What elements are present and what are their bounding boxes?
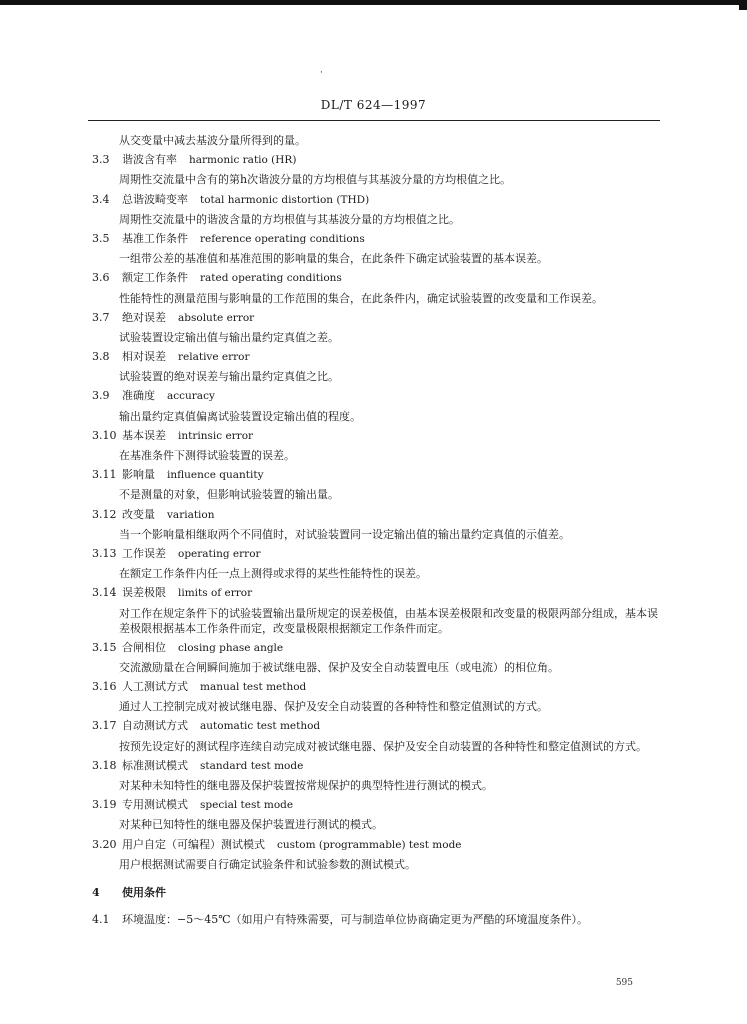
term-chinese: 相对误差 (122, 350, 166, 364)
term-english: variation (167, 508, 215, 521)
term-heading (92, 837, 664, 853)
term-chinese: 标准测试模式 (122, 758, 188, 772)
section-4-heading (92, 885, 664, 900)
term-heading (92, 718, 664, 734)
term-number: 3.8 (92, 350, 110, 364)
term-number: 3.14 (92, 586, 117, 600)
term-heading (92, 349, 664, 365)
term-definition: 对工作在规定条件下的试验装置输出量所规定的误差极值，由基本误差极限和改变量的极限两部分组成，基本误差极限根据基本工作条件而定，改变量极限根据额定工作条件而定。 (119, 606, 658, 635)
term-english: automatic test method (200, 720, 321, 733)
term-english: rated operating conditions (200, 272, 342, 285)
term-definition: 不是测量的对象，但影响试验装置的输出量。 (119, 488, 339, 502)
term-heading (92, 546, 664, 562)
term-number: 3.11 (92, 468, 117, 482)
term-chinese: 合闸相位 (122, 640, 166, 654)
term-heading (92, 428, 664, 444)
term-definition: 按预先设定好的测试程序连续自动完成对被试继电器、保护及安全自动装置的各种特性和整定值测试的方式。 (119, 739, 647, 753)
header-rule (88, 120, 660, 121)
term-chinese: 误差极限 (122, 586, 166, 600)
term-chinese: 人工测试方式 (122, 680, 188, 694)
term-heading (92, 192, 664, 208)
term-english: operating error (178, 547, 261, 560)
term-number: 3.6 (92, 271, 110, 285)
term-heading (92, 640, 664, 656)
term-chinese: 绝对误差 (122, 310, 166, 324)
term-number: 3.4 (92, 192, 110, 206)
term-definition: 周期性交流量中的谐波含量的方均根值与其基波分量的方均根值之比。 (119, 212, 460, 226)
term-number: 3.7 (92, 310, 110, 324)
scan-border-corner (739, 0, 747, 10)
term-heading (92, 152, 664, 168)
term-chinese: 准确度 (122, 389, 155, 403)
term-definition: 一组带公差的基准值和基准范围的影响量的集合，在此条件下确定试验装置的基本误差。 (119, 252, 548, 266)
term-number: 3.3 (92, 153, 110, 167)
term-english: accuracy (167, 390, 215, 403)
term-number: 3.18 (92, 758, 117, 772)
scan-speck: · (320, 68, 323, 78)
term-english: influence quantity (167, 469, 264, 482)
term-english: relative error (178, 351, 250, 364)
term-heading (92, 758, 664, 774)
term-chinese: 基准工作条件 (122, 231, 188, 245)
term-definition: 交流激励量在合闸瞬间施加于被试继电器、保护及安全自动装置电压（或电流）的相位角。 (119, 660, 559, 674)
term-heading (92, 507, 664, 523)
term-number: 3.17 (92, 719, 117, 733)
term-english: reference operating conditions (200, 232, 365, 245)
clause-text: 环境温度：−5～45℃（如用户有特殊需要，可与制造单位协商确定更为严酷的环境温度条件）。 (122, 912, 589, 926)
term-number: 3.9 (92, 389, 110, 403)
term-definition: 在额定工作条件内任一点上测得或求得的某些性能特性的误差。 (119, 567, 427, 581)
term-number: 3.13 (92, 546, 117, 560)
clause-4-1 (92, 912, 664, 927)
term-chinese: 谐波含有率 (122, 153, 177, 167)
term-english: custom (programmable) test mode (277, 838, 462, 851)
term-english: special test mode (200, 799, 294, 812)
term-english: intrinsic error (178, 429, 254, 442)
term-definition: 在基准条件下测得试验装置的误差。 (119, 449, 295, 462)
term-english: total harmonic distortion (THD) (200, 193, 370, 206)
intro-text: 从交变量中减去基波分量所得到的量。 (119, 134, 306, 147)
page-number: 595 (615, 978, 633, 988)
document-body (92, 133, 664, 931)
term-heading (92, 797, 664, 813)
term-definition: 当一个影响量相继取两个不同值时，对试验装置同一设定输出值的输出量约定真值的示值差。 (119, 527, 570, 541)
term-english: manual test method (200, 681, 307, 694)
term-number: 3.16 (92, 680, 117, 694)
term-english: standard test mode (200, 759, 304, 772)
term-definition: 输出量约定真值偏离试验装置设定输出值的程度。 (119, 409, 361, 423)
term-number: 3.5 (92, 231, 110, 245)
term-english: limits of error (178, 587, 253, 600)
term-heading (92, 231, 664, 247)
section-number: 4 (92, 885, 100, 899)
term-heading (92, 467, 664, 483)
term-chinese: 基本误差 (122, 428, 166, 442)
term-chinese: 专用测试模式 (122, 798, 188, 812)
term-chinese: 自动测试方式 (122, 719, 188, 733)
scan-border-top (0, 0, 747, 5)
term-definition: 通过人工控制完成对被试继电器、保护及安全自动装置的各种特性和整定值测试的方式。 (119, 700, 548, 714)
terms-list (92, 152, 664, 872)
term-definition: 性能特性的测量范围与影响量的工作范围的集合，在此条件内，确定试验装置的改变量和工作误差。 (119, 291, 603, 305)
term-definition: 对某种已知特性的继电器及保护装置进行测试的模式。 (119, 818, 383, 832)
term-english: harmonic ratio (HR) (189, 154, 297, 167)
term-number: 3.19 (92, 798, 117, 812)
term-chinese: 改变量 (122, 507, 155, 521)
term-number: 3.15 (92, 640, 117, 654)
term-definition: 用户根据测试需要自行确定试验条件和试验参数的测试模式。 (119, 857, 416, 871)
term-definition: 对某种未知特性的继电器及保护装置按常规保护的典型特性进行测试的模式。 (119, 779, 493, 792)
term-heading (92, 585, 664, 601)
standard-code-header: DL/T 624—1997 (320, 98, 427, 112)
term-heading (92, 388, 664, 404)
term-english: closing phase angle (178, 641, 284, 654)
term-chinese: 影响量 (122, 468, 155, 482)
term-number: 3.12 (92, 507, 117, 521)
term-definition: 周期性交流量中含有的第h次谐波分量的方均根值与其基波分量的方均根值之比。 (119, 173, 512, 187)
term-chinese: 额定工作条件 (122, 271, 188, 285)
term-number: 3.10 (92, 428, 117, 442)
term-heading (92, 679, 664, 695)
term-chinese: 用户自定（可编程）测试模式 (122, 837, 265, 851)
term-heading (92, 310, 664, 326)
term-chinese: 工作误差 (122, 546, 166, 560)
term-chinese: 总谐波畸变率 (122, 192, 188, 206)
term-definition: 试验装置设定输出值与输出量约定真值之差。 (119, 330, 339, 344)
term-definition: 试验装置的绝对误差与输出量约定真值之比。 (119, 370, 339, 384)
term-english: absolute error (178, 311, 255, 324)
clause-number: 4.1 (92, 912, 110, 926)
section-title: 使用条件 (122, 885, 166, 899)
term-heading (92, 270, 664, 286)
term-number: 3.20 (92, 837, 117, 851)
